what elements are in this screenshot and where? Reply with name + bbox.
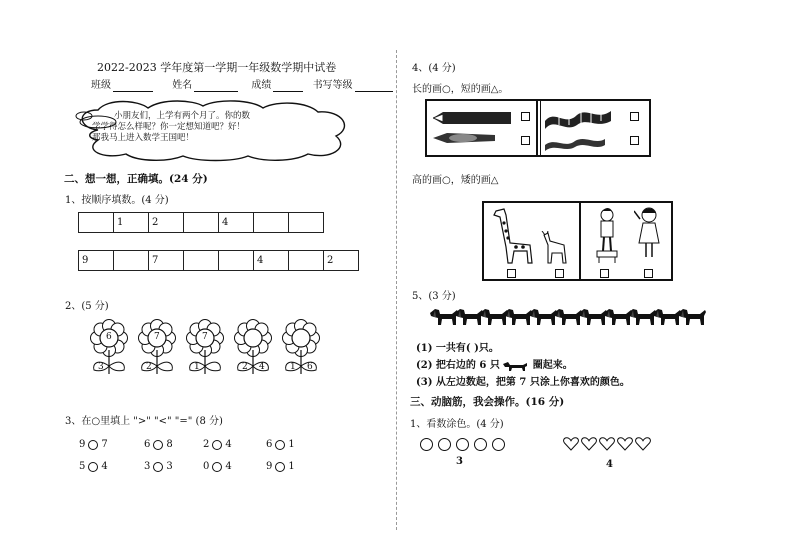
- cloud-line-2: 学学得怎么样呢？你一定想知道吧？好！: [92, 122, 246, 132]
- seq2-cell[interactable]: [289, 251, 324, 271]
- comparison-item: [266, 439, 295, 451]
- cloud-line-1: 小朋友们，上学有两个月了。你的数: [114, 111, 251, 121]
- flower-left-leaf-number: 2: [242, 362, 248, 372]
- flower-left-leaf-number: 3: [98, 362, 104, 372]
- colorable-heart-icon[interactable]: [563, 437, 579, 451]
- colorable-heart-icon[interactable]: [599, 437, 615, 451]
- seq1-cell[interactable]: 1: [114, 213, 149, 233]
- flower-right-leaf-number: 4: [259, 362, 265, 372]
- seq2-cell[interactable]: 4: [254, 251, 289, 271]
- long-short-picture-box: [425, 99, 651, 157]
- short-scarf-icon: [545, 135, 605, 151]
- hearts-count: 4: [606, 459, 613, 470]
- flower: [136, 318, 178, 376]
- comparison-item: [144, 461, 173, 473]
- colorable-circle[interactable]: [492, 438, 505, 451]
- checkbox[interactable]: [644, 269, 653, 278]
- flower-center-number: 7: [154, 332, 160, 342]
- compare-answer-circle[interactable]: [212, 440, 222, 450]
- compare-answer-circle[interactable]: [88, 462, 98, 472]
- section-2-heading: 二、想一想，正确填。(24 分): [64, 173, 208, 185]
- q3-label: 3、在○里填上 ">" "<" "=" (8 分): [65, 416, 223, 427]
- compare-left-number: 3: [144, 461, 151, 472]
- q1-label: 1、按顺序填数。(4 分): [65, 195, 169, 206]
- q6-label: 1、看数涂色。(4 分): [410, 419, 504, 430]
- seq1-cell[interactable]: [184, 213, 219, 233]
- flower-left-leaf-number: 2: [146, 362, 152, 372]
- long-scarf-icon: [545, 107, 611, 129]
- sequence-table-2: [78, 250, 359, 271]
- checkbox[interactable]: [521, 112, 530, 121]
- writing-grade-label: 书写等级: [312, 80, 353, 91]
- comparison-item: [144, 439, 173, 451]
- seq1-cell[interactable]: 4: [219, 213, 254, 233]
- flower-right-leaf-number: 6: [307, 362, 313, 372]
- comparison-item: [203, 439, 232, 451]
- seq1-cell[interactable]: [254, 213, 289, 233]
- cloud-text: [92, 111, 250, 144]
- checkbox[interactable]: [630, 112, 639, 121]
- colorable-circle[interactable]: [420, 438, 433, 451]
- q5-line-1: (1) 一共有( )只。: [416, 343, 499, 354]
- column-divider: [396, 50, 398, 530]
- flower: [184, 318, 226, 376]
- flower-icon: [184, 318, 226, 376]
- compare-answer-circle[interactable]: [212, 462, 222, 472]
- section-3-heading: 三、动脑筋，我会操作。(16 分): [410, 396, 565, 408]
- flower-center-number: 7: [202, 332, 208, 342]
- boy-on-stool-icon: [594, 207, 620, 265]
- colorable-heart-icon[interactable]: [581, 437, 597, 451]
- flower-icon: [280, 318, 322, 376]
- compare-right-number: 1: [288, 461, 295, 472]
- comparison-item: [266, 461, 295, 473]
- seq1-cell[interactable]: 2: [149, 213, 184, 233]
- compare-left-number: 6: [144, 439, 151, 450]
- seq2-cell[interactable]: [184, 251, 219, 271]
- q5-line-3: (3) 从左边数起，把第 7 只涂上你喜欢的颜色。: [416, 377, 630, 388]
- compare-answer-circle[interactable]: [88, 440, 98, 450]
- colorable-circle[interactable]: [456, 438, 469, 451]
- dog-icon: [678, 307, 708, 327]
- circles-count: 3: [456, 456, 463, 467]
- flower-icon: [136, 318, 178, 376]
- seq1-cell[interactable]: [79, 213, 114, 233]
- q4-instruction-long: 长的画○，短的画△。: [412, 84, 509, 95]
- comparison-item: [79, 439, 108, 451]
- q5-line-2-text: (2) 把右边的 6 只: [416, 360, 500, 371]
- writing-grade-blank[interactable]: [355, 81, 393, 92]
- picture-divider: [536, 101, 538, 155]
- q2-label: 2、(5 分): [65, 301, 109, 312]
- flower: [232, 318, 274, 376]
- compare-right-number: 8: [166, 439, 173, 450]
- score-blank[interactable]: [273, 81, 303, 92]
- compare-right-number: 4: [225, 461, 232, 472]
- checkbox[interactable]: [630, 136, 639, 145]
- seq2-cell[interactable]: 2: [324, 251, 359, 271]
- class-label: 班级: [91, 80, 111, 91]
- class-blank[interactable]: [113, 81, 153, 92]
- colorable-circle[interactable]: [438, 438, 451, 451]
- q5-line-2: [416, 360, 573, 372]
- checkbox[interactable]: [555, 269, 564, 278]
- flower-center-number: 6: [106, 332, 112, 342]
- deer-icon: [540, 231, 572, 265]
- sequence-table-1: [78, 212, 324, 233]
- dog-icon: [503, 361, 529, 371]
- flower-icon: [232, 318, 274, 376]
- tall-short-picture-box: [482, 201, 673, 281]
- colorable-heart-icon[interactable]: [635, 437, 651, 451]
- checkbox[interactable]: [507, 269, 516, 278]
- compare-answer-circle[interactable]: [275, 462, 285, 472]
- compare-answer-circle[interactable]: [153, 462, 163, 472]
- flower-left-leaf-number: 1: [194, 362, 200, 372]
- name-label: 姓名: [172, 80, 193, 91]
- seq1-cell[interactable]: [289, 213, 324, 233]
- compare-right-number: 7: [101, 439, 108, 450]
- colorable-heart-icon[interactable]: [617, 437, 633, 451]
- name-blank[interactable]: [194, 81, 238, 92]
- giraffe-icon: [490, 205, 536, 265]
- flower: [280, 318, 322, 376]
- q4-instruction-tall: 高的画○，矮的画△: [412, 175, 499, 186]
- checkbox[interactable]: [600, 269, 609, 278]
- picture-divider: [579, 203, 581, 279]
- q5-line-2-tail: 圈起来。: [532, 360, 573, 371]
- checkbox[interactable]: [521, 136, 530, 145]
- comparison-item: [79, 461, 108, 473]
- q4-label: 4、(4 分): [412, 63, 456, 74]
- score-label: 成绩: [251, 80, 272, 91]
- student-info-row: [91, 80, 395, 92]
- flower: [88, 318, 130, 376]
- compare-right-number: 4: [225, 439, 232, 450]
- compare-answer-circle[interactable]: [275, 440, 285, 450]
- picture-divider: [540, 101, 541, 155]
- short-pen-icon: [433, 131, 497, 145]
- compare-left-number: 0: [203, 461, 210, 472]
- girl-icon: [634, 205, 666, 261]
- page-title: 2022-2023 学年度第一学期一年级数学期中试卷: [97, 61, 337, 74]
- compare-left-number: 9: [79, 439, 86, 450]
- compare-right-number: 3: [166, 461, 173, 472]
- compare-left-number: 2: [203, 439, 210, 450]
- long-pencil-icon: [433, 111, 513, 125]
- seq2-cell[interactable]: [219, 251, 254, 271]
- comparison-item: [203, 461, 232, 473]
- compare-right-number: 1: [288, 439, 295, 450]
- q5-label: 5、(3 分): [412, 291, 456, 302]
- flower-left-leaf-number: 1: [290, 362, 296, 372]
- colorable-circle[interactable]: [474, 438, 487, 451]
- seq2-cell[interactable]: [114, 251, 149, 271]
- compare-left-number: 6: [266, 439, 273, 450]
- cloud-line-3: 那我马上进入数学王国吧！: [92, 133, 195, 143]
- seq2-cell[interactable]: 9: [79, 251, 114, 271]
- compare-left-number: 9: [266, 461, 273, 472]
- compare-answer-circle[interactable]: [153, 440, 163, 450]
- compare-left-number: 5: [79, 461, 86, 472]
- compare-right-number: 4: [101, 461, 108, 472]
- seq2-cell[interactable]: 7: [149, 251, 184, 271]
- flower-icon: [88, 318, 130, 376]
